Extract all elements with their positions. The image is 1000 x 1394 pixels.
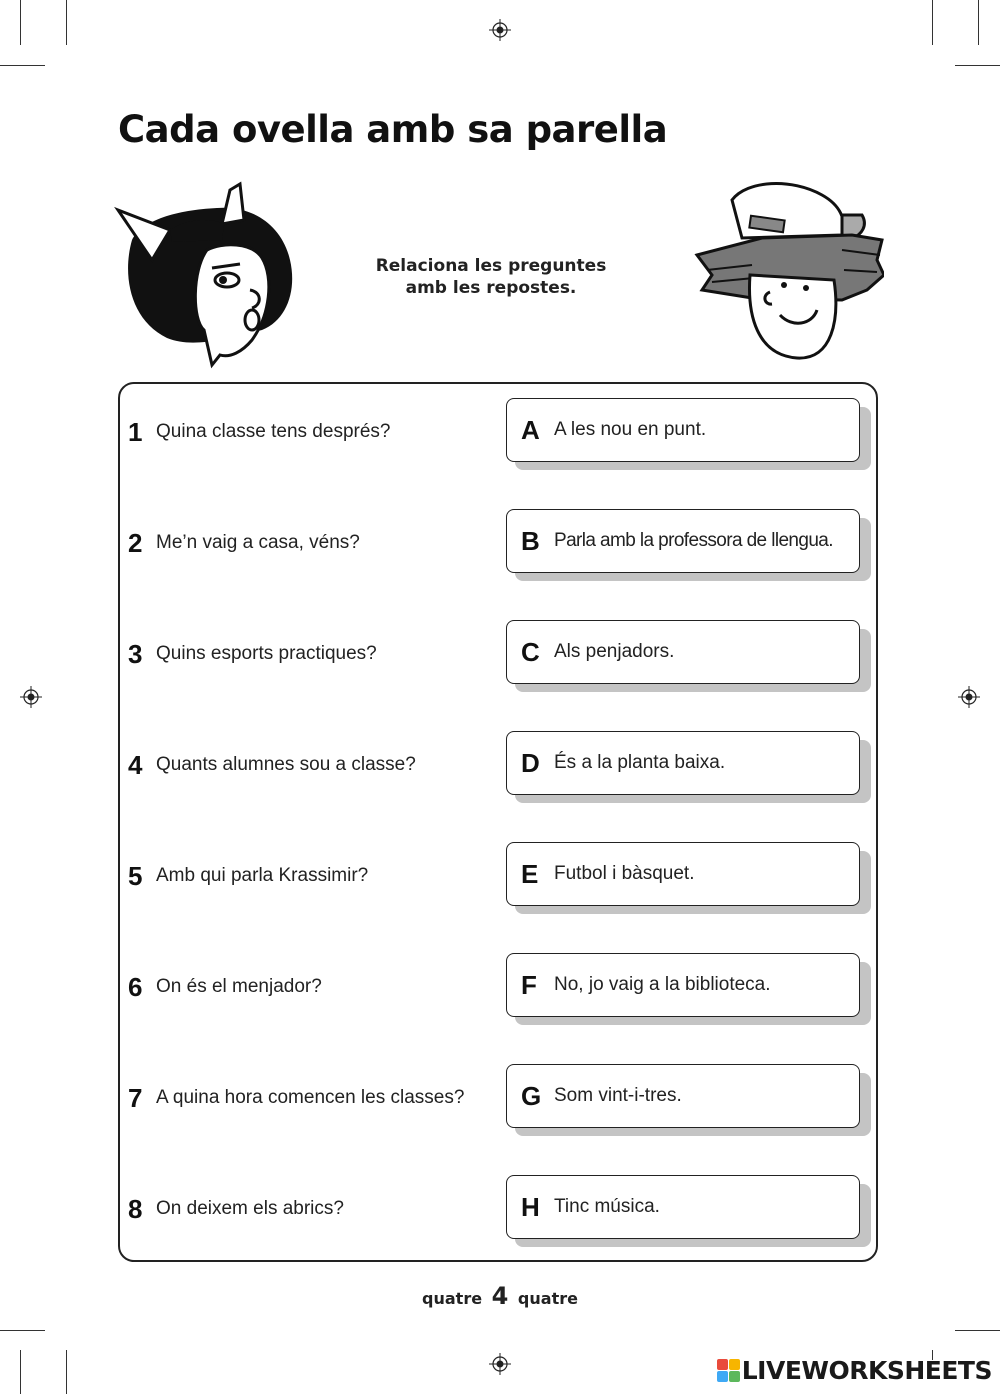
- answer-text: Som vint-i-tres.: [554, 1085, 682, 1106]
- question-item: [128, 967, 322, 1007]
- instructions-line-2: amb les repostes.: [405, 278, 577, 298]
- instructions-line-1: Relaciona les preguntes: [375, 256, 607, 276]
- registration-mark-icon: [489, 1353, 511, 1375]
- logo-square: [729, 1371, 740, 1382]
- answer-text: No, jo vaig a la biblioteca.: [554, 974, 771, 995]
- answer-text: Parla amb la professora de llengua.: [554, 530, 833, 551]
- logo-square: [729, 1359, 740, 1370]
- answer-letter: C: [521, 636, 540, 667]
- answer-letter: A: [521, 414, 540, 445]
- brand-name: LIVEWORKSHEETS: [741, 1356, 992, 1385]
- answer-letter: F: [521, 969, 537, 1000]
- answer-letter: E: [521, 858, 539, 889]
- answer-box[interactable]: [506, 731, 860, 795]
- registration-mark-icon: [489, 19, 511, 41]
- answer-letter: B: [521, 525, 540, 556]
- crop-mark: [20, 1350, 21, 1394]
- registration-mark-icon: [20, 686, 42, 708]
- question-item: [128, 523, 360, 563]
- page-title: Cada ovella amb sa parella: [118, 108, 668, 151]
- liveworksheets-logo-icon: [717, 1359, 740, 1382]
- page-number: 4: [491, 1282, 509, 1310]
- answer-box[interactable]: [506, 953, 860, 1017]
- logo-square: [717, 1371, 728, 1382]
- question-number: 6: [128, 971, 143, 1002]
- crop-mark: [66, 1350, 67, 1394]
- instructions: [360, 255, 622, 299]
- footer-word-left: quatre: [422, 1289, 483, 1308]
- question-item: [128, 634, 377, 674]
- answer-box[interactable]: [506, 1175, 860, 1239]
- question-item: [128, 1189, 344, 1229]
- crop-mark: [20, 0, 21, 45]
- logo-square: [717, 1359, 728, 1370]
- question-number: 2: [128, 527, 143, 558]
- crop-mark: [955, 65, 1000, 66]
- footer-word-right: quatre: [517, 1289, 578, 1308]
- question-number: 1: [128, 416, 143, 447]
- question-number: 4: [128, 749, 143, 780]
- answer-letter: D: [521, 747, 540, 778]
- question-text: Quina classe tens després?: [156, 421, 391, 442]
- answer-letter: H: [521, 1191, 540, 1222]
- crop-mark: [955, 1330, 1000, 1331]
- answer-text: Tinc música.: [554, 1196, 660, 1217]
- answer-box[interactable]: [506, 509, 860, 573]
- question-text: Me’n vaig a casa, véns?: [156, 532, 360, 553]
- crop-mark: [0, 65, 45, 66]
- question-number: 3: [128, 638, 143, 669]
- crop-mark: [932, 0, 933, 45]
- question-text: Quants alumnes sou a classe?: [156, 754, 416, 775]
- question-text: Amb qui parla Krassimir?: [156, 865, 369, 886]
- boy-character-icon: [692, 180, 884, 365]
- answer-box[interactable]: [506, 398, 860, 462]
- question-text: A quina hora comencen les classes?: [156, 1087, 465, 1108]
- question-text: On és el menjador?: [156, 976, 322, 997]
- question-number: 8: [128, 1193, 143, 1224]
- question-item: [128, 412, 390, 452]
- question-text: Quins esports practiques?: [156, 643, 377, 664]
- answer-text: Als penjadors.: [554, 641, 675, 662]
- crop-mark: [66, 0, 67, 45]
- answer-text: A les nou en punt.: [554, 419, 707, 440]
- answer-text: Futbol i bàsquet.: [554, 863, 695, 884]
- answer-text: És a la planta baixa.: [554, 752, 726, 773]
- question-number: 5: [128, 860, 143, 891]
- question-item: [128, 745, 416, 785]
- liveworksheets-brand[interactable]: [717, 1356, 992, 1385]
- question-text: On deixem els abrics?: [156, 1198, 344, 1219]
- answer-box[interactable]: [506, 842, 860, 906]
- registration-mark-icon: [958, 686, 980, 708]
- question-number: 7: [128, 1082, 143, 1113]
- girl-character-icon: [112, 180, 302, 370]
- crop-mark: [978, 0, 979, 45]
- question-item: [128, 856, 368, 896]
- answer-box[interactable]: [506, 1064, 860, 1128]
- answer-letter: G: [521, 1080, 542, 1111]
- question-item: [128, 1078, 464, 1118]
- crop-mark: [0, 1330, 45, 1331]
- answer-box[interactable]: [506, 620, 860, 684]
- page-footer: [0, 1282, 1000, 1310]
